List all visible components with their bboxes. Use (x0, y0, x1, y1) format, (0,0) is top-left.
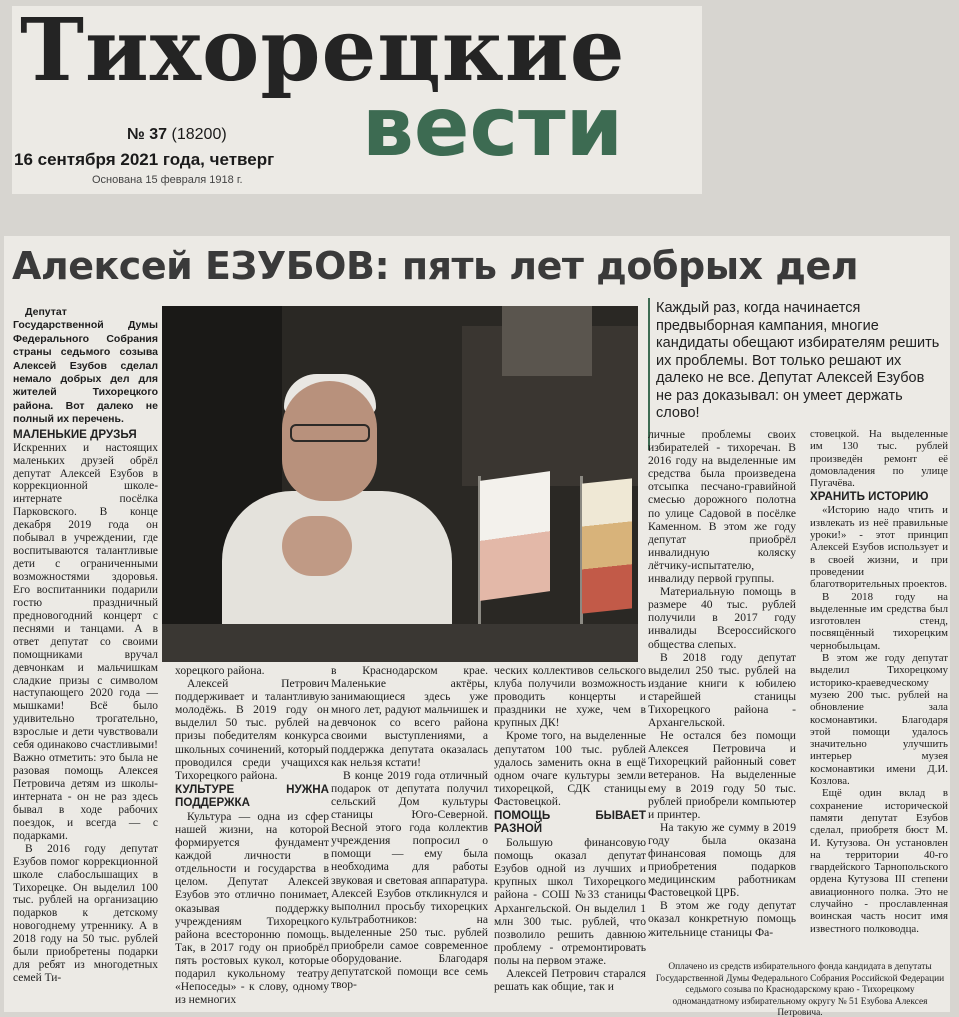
article-callout: Каждый раз, когда начинается предвыборная кампания, многие кандидаты обещают избирателям решить их проблемы. Вот только решают их далеко не все. Депутат Алексей Езубов не раз доказывал: он умеет держать слово! (648, 298, 944, 450)
article-column-5 (648, 428, 796, 958)
article-column-3 (331, 664, 488, 1010)
paragraph: «Историю надо чтить и извлекать из неё правильные уроки!» - этот принцип Алексей Езубов использует и в своей жизни, и при проведении благотворительных проектов. (810, 504, 948, 591)
subheading-culture: КУЛЬТУРЕ НУЖНА ПОДДЕРЖКА (175, 782, 329, 809)
article-headline: Алексей ЕЗУБОВ: пять лет добрых дел (12, 244, 859, 288)
masthead-title-line1: Тихорецкие (20, 0, 626, 101)
article-column-1 (13, 306, 158, 1006)
subheading-help: ПОМОЩЬ БЫВАЕТ РАЗНОЙ (494, 809, 646, 836)
paragraph: Не остался без помощи Алексея Петровича и Тихорецкий районный совет ветеранов. На выделенные ему в 2019 году 50 тыс. рублей приобрели компьютер и принтер. (648, 729, 796, 821)
paragraph: личные проблемы своих избирателей - тихоречан. В 2016 году на выделенные им средства была произведена отсыпка песчано-гравийной смесью дорожного полотна по улице Садовой в посёлке Каменном. В этом же году депутат приобрёл инвалидную коляску лётчику-испытателю, инвалиду первой группы. (648, 428, 796, 586)
paragraph: В 2016 году депутат Езубов помог коррекционной школе слабослышащих в Тихорецке. Он выделил 100 тыс. рублей на организацию подарков к детскому новогоднему утреннику. А в 2018 году на 50 тыс. рублей были приобретены подарки для ребят из многодетных семей Ти- (13, 842, 158, 985)
founded-line: Основана 15 февраля 1918 г. (92, 174, 243, 186)
paragraph: Искренних и настоящих маленьких друзей обрёл депутат Алексей Езубов в коррекционной школе-интернате посёлка Парковского. В конце декабря 2019 года он побывал в учреждении, где воспитываются талантливые дети с ограниченными возможностями здоровья. Его воспитанники подарили гостю праздничный предновогодний концерт с песнями и танцами. А в ответ депутат со своими помощниками вручал девчонкам и мальчишкам сладкие призы с символом наступающего 2020 года — мышками! Всё было удивительно трогательно, взрослые и дети чувствовали себя одинаково счастливыми! Важно отметить: это была не разовая помощь Алексея Петровича детям из школы-интерната - он не раз здесь бывал в ходе рабочих поездок, и всегда — с подарками. (13, 441, 158, 842)
paragraph: В этом же году депутат оказал конкретную помощь жительнице станицы Фа- (648, 899, 796, 939)
paragraph: в Краснодарском крае. Маленькие актёры, занимающиеся здесь уже много лет, радуют мальчишек и девчонок со всего района своими выступлениями, а поддержка депутата оказалась как нельзя кстати! (331, 664, 488, 769)
article-column-6 (810, 428, 948, 958)
article-column-2 (175, 664, 329, 1010)
article-column-4 (494, 664, 646, 1010)
paragraph: В 2018 году на выделенные им средства был изготовлен стенд, посвящённый тихорецким чернобыльцам. (810, 590, 948, 652)
issue-number-value: № 37 (127, 126, 168, 143)
campaign-fund-notice: Оплачено из средств избирательного фонда кандидата в депутаты Государственной Думы Федерального Собрания Российской Федерации седьмого созыва по Краснодарскому краю - Тихорецкому одномандатному избирательному округу № 51 Езубова Алексея Петровича. (655, 962, 945, 1017)
paragraph: Алексей Петрович поддерживает и талантливую молодёжь. В 2019 году он выделил 50 тыс. рублей на призы победителям конкурса школьных сочинений, который проводился среди учащихся Тихорецкого района. (175, 677, 329, 782)
paragraph: Кроме того, на выделенные депутатом 100 тыс. рублей удалось заменить окна в ещё одном очаге культуры земли тихорецкой, СДК станицы Фастовецкой. (494, 729, 646, 808)
masthead-title-line2: вести (362, 80, 624, 175)
issue-date: 16 сентября 2021 года, четверг (14, 150, 275, 169)
issue-total: (18200) (171, 126, 227, 143)
newspaper-masthead (12, 0, 702, 194)
issue-number (127, 126, 227, 144)
article-lead: Депутат Государственной Думы Федерального Собрания страны седьмого созыва Алексей Езубов сделал немало добрых дел для жителей Тихорецкого района. Вот далеко не полный их перечень. (13, 306, 158, 426)
paragraph: стовецкой. На выделенные им 130 тыс. рублей произведён ремонт её домовладения по улице Пугачёва. (810, 428, 948, 490)
paragraph: В этом же году депутат выделил Тихорецкому историко-краеведческому музею 200 тыс. рублей на обновление зала космонавтики. Благодаря этой помощи удалось значительно улучшить интерьер музея космонавтики имени Д.И. Козлова. (810, 652, 948, 788)
paragraph: Алексей Петрович старался решать как общие, так и (494, 966, 646, 994)
paragraph: На такую же сумму в 2019 году была оказана финансовая помощь для приобретения подарков медицинским работникам Фастовецкой ЦРБ. (648, 820, 796, 900)
subheading-small-friends: МАЛЕНЬКИЕ ДРУЗЬЯ (13, 427, 137, 441)
paragraph: Ещё один вклад в сохранение исторической памяти депутат Езубов сделал, приобретя бюст М. И. Кутузова. Он установлен на территории 40-го гвардейского Тарнопольского ордена Кутузова III степени авиационного полка. Это не случайно - прославленная воинская часть носит имя известного полководца. (810, 787, 948, 935)
deputy-photo (162, 306, 638, 662)
paragraph: хорецкого района. (175, 664, 265, 677)
regional-flag-image (582, 478, 632, 613)
paragraph: Большую финансовую помощь оказал депутат Езубов одной из лучших и крупных школ Тихорецкого района - СОШ №33 станицы Архангельской. Он выделил 1 млн 300 тыс. рублей, что позволило решить давнюю проблему - отремонтировать полы на первом этаже. (494, 836, 646, 967)
article-clipping (4, 236, 950, 1017)
russian-flag-image (480, 471, 550, 601)
paragraph: Культура — одна из сфер нашей жизни, на которой формируется фундамент каждой личности в отдельности и государства в целом. Депутат Алексей Езубов это отлично понимает, оказывая поддержку учреждениям Тихорецкого района всесторонню помощь. Так, в 2017 году он приобрёл пять ростовых кукол, которые подарил кукольному театру «Непоседы» - к слову, одному из немногих (175, 809, 329, 1007)
paragraph: В конце 2019 года отличный подарок от депутата получил сельский Дом культуры станицы Юго-Северной. Весной этого года коллектив учреждения попросил о помощи — ему была необходима для работы звуковая и световая аппаратура. Алексей Езубов откликнулся и выполнил просьбу тихорецких культработников: на выделенные 250 тыс. рублей приобрели самое современное оборудование. Благодаря депутатской помощи все семь твор- (331, 768, 488, 992)
paragraph: В 2018 году депутат выделил 250 тыс. рублей на издание книги к юбилею старейшей станицы Тихорецкого района - Архангельской. (648, 650, 796, 730)
paragraph: Материальную помощь в размере 40 тыс. рублей получили в 2017 году инвалиды Всероссийского общества слепых. (648, 585, 796, 651)
subheading-history: ХРАНИТЬ ИСТОРИЮ (810, 490, 929, 504)
paragraph: ческих коллективов сельского клуба получили возможность проводить концерты и праздники не хуже, чем в крупных ДК! (494, 664, 646, 730)
